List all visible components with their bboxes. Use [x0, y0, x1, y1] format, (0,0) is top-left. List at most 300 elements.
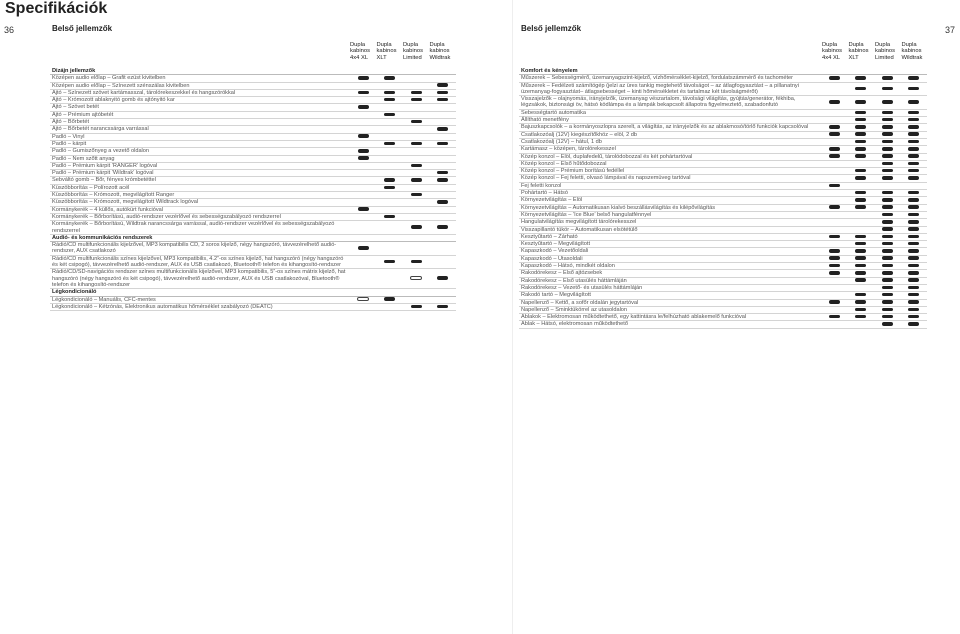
- availability-cell: [430, 162, 457, 169]
- feature-label: Rádió/CD multifunkcionális színes kijelzővel, MP3 kompatibilis, 4.2”-os színes kijelző, hat hangszóró (négy hangszóró és két csipogó), távvezérelhető audió-rendszer, AUX és USB csatlakozó, Bluetooth® telefon és kihangosító-rendszer: [50, 255, 350, 269]
- availability-cell: [848, 233, 875, 240]
- availability-cell: [901, 321, 928, 328]
- availability-cell: [901, 248, 928, 255]
- availability-cell: [403, 97, 430, 104]
- feature-label: Csatlakozóalj (12V) kiegészítőkhöz – elöl, 2 db: [519, 131, 821, 138]
- availability-cell: [821, 96, 848, 110]
- availability-cell: [403, 148, 430, 155]
- availability-cell: [377, 242, 404, 256]
- availability-cell: [874, 68, 901, 75]
- feature-label: Rádió/CD multifunkcionális kijelzővel, MP3 kompatibilis CD, 2 soros kijelző, négy hangszóró, távvezérelhető audió-rendszer, AUX csatlakozó: [50, 242, 350, 256]
- availability-cell: [430, 155, 457, 162]
- standard-marker-icon: [829, 271, 840, 275]
- availability-cell: [821, 131, 848, 138]
- availability-cell: [821, 75, 848, 82]
- column-header: Dupla kabinos Limited: [875, 42, 895, 61]
- availability-cell: [430, 255, 457, 269]
- standard-marker-icon: [908, 227, 919, 231]
- availability-cell: [848, 190, 875, 197]
- availability-cell: [430, 221, 457, 235]
- availability-cell: [848, 117, 875, 124]
- feature-label: Padló – Prémium kárpit ‘Wildtrak’ logóval: [50, 170, 350, 177]
- availability-cell: [430, 133, 457, 140]
- feature-label: Kartámasz – középen, tárolórekesszel: [519, 146, 821, 153]
- standard-marker-icon: [384, 91, 395, 95]
- standard-marker-icon: [437, 127, 448, 131]
- table-row: [519, 284, 927, 291]
- standard-marker-icon: [908, 111, 919, 115]
- feature-label: Ajtó – Bőrbetét: [50, 119, 350, 126]
- availability-cell: [350, 269, 377, 289]
- standard-marker-icon: [829, 256, 840, 260]
- availability-cell: [901, 263, 928, 270]
- standard-marker-icon: [384, 142, 395, 146]
- availability-cell: [874, 75, 901, 82]
- availability-cell: [848, 321, 875, 328]
- availability-cell: [848, 277, 875, 284]
- feature-label: Küszöbborítás – Krómozott, megvilágított Ranger: [50, 192, 350, 199]
- availability-cell: [821, 211, 848, 218]
- standard-marker-icon: [855, 235, 866, 239]
- table-row: [50, 126, 456, 133]
- standard-marker-icon: [411, 98, 422, 102]
- availability-cell: [848, 197, 875, 204]
- availability-cell: [430, 75, 457, 82]
- feature-label: Ajtó – Krómozott ablaknyitó gomb és ajtónyitó kar: [50, 97, 350, 104]
- availability-cell: [350, 133, 377, 140]
- availability-cell: [821, 299, 848, 306]
- standard-marker-icon: [358, 149, 369, 153]
- table-row: [519, 255, 927, 262]
- feature-label: Padló – Gumiszőnyeg a vezető oldalon: [50, 148, 350, 155]
- feature-label: Napellenző – Kettő, a sofőr oldalán jegytartóval: [519, 299, 821, 306]
- section-title-right: Belső jellemzők: [521, 24, 582, 33]
- availability-cell: [821, 270, 848, 277]
- availability-cell: [874, 109, 901, 116]
- standard-marker-icon: [855, 132, 866, 136]
- table-row: [50, 162, 456, 169]
- feature-label: Légkondicionáló – Manuális, CFC-mentes: [50, 296, 350, 303]
- availability-cell: [848, 306, 875, 313]
- standard-marker-icon: [908, 308, 919, 312]
- availability-cell: [377, 184, 404, 191]
- availability-cell: [821, 292, 848, 299]
- availability-cell: [821, 160, 848, 167]
- standard-marker-icon: [882, 169, 893, 173]
- availability-cell: [821, 117, 848, 124]
- standard-marker-icon: [908, 87, 919, 91]
- table-row: [50, 133, 456, 140]
- table-row: [519, 124, 927, 131]
- standard-marker-icon: [882, 242, 893, 246]
- standard-marker-icon: [908, 300, 919, 304]
- standard-marker-icon: [855, 125, 866, 129]
- page-number-right: 37: [945, 25, 956, 35]
- availability-cell: [874, 197, 901, 204]
- availability-cell: [350, 184, 377, 191]
- standard-marker-icon: [855, 191, 866, 195]
- standard-marker-icon: [855, 147, 866, 151]
- availability-cell: [901, 68, 928, 75]
- availability-cell: [821, 306, 848, 313]
- availability-cell: [821, 197, 848, 204]
- availability-cell: [350, 206, 377, 213]
- availability-cell: [848, 146, 875, 153]
- availability-cell: [821, 219, 848, 226]
- standard-marker-icon: [882, 205, 893, 209]
- column-header: Dupla kabinos Limited: [403, 42, 423, 61]
- availability-cell: [901, 226, 928, 233]
- availability-cell: [901, 82, 928, 96]
- availability-cell: [848, 75, 875, 82]
- feature-label: Légkondicionáló – Kétzónás, Elektronikus automatikus hőmérséklet szabályozó (DEATC): [50, 303, 350, 310]
- availability-cell: [874, 255, 901, 262]
- availability-cell: [821, 321, 848, 328]
- feature-label: Rakodó tartó – Megvilágított: [519, 292, 821, 299]
- standard-marker-icon: [908, 220, 919, 224]
- standard-marker-icon: [882, 162, 893, 166]
- availability-cell: [821, 109, 848, 116]
- standard-marker-icon: [882, 256, 893, 260]
- availability-cell: [848, 204, 875, 211]
- availability-cell: [403, 89, 430, 96]
- feature-label: Rádió/CD/SD-navigációs rendszer színes multifunkcionális kijelzővel, MP3 kompatibilis, 5”-os színes mátrix kijelző, hat hangszóró (négy hangszóró és két csipogó), távvezérelhető audió-rendszer, AUX és USB csatlakozóval, Bluetooth® telefon és kihangosító-rendszer: [50, 269, 350, 289]
- standard-marker-icon: [411, 91, 422, 95]
- category-label: Dizájn jellemzők: [50, 68, 350, 75]
- table-row: [519, 306, 927, 313]
- feature-label: Visszapillantó tükör – Automatikusan elsötétülő: [519, 226, 821, 233]
- standard-marker-icon: [882, 315, 893, 319]
- standard-marker-icon: [908, 235, 919, 239]
- availability-cell: [377, 177, 404, 184]
- availability-cell: [403, 269, 430, 289]
- standard-marker-icon: [908, 76, 919, 80]
- feature-label: Padló – kárpit: [50, 140, 350, 147]
- feature-label: Kapaszkodó – Hátsó, mindkét oldalon: [519, 263, 821, 270]
- feature-label: Környezetvilágítás – Automatikusan kialvó beszállásvilágítás és kilépővilágítás: [519, 204, 821, 211]
- availability-cell: [377, 303, 404, 310]
- feature-label: Kesztyűtartó – Megvilágított: [519, 241, 821, 248]
- feature-label: Műszerek – Sebességmérő, üzemanyagszint-kijelző, vízhőmérséklet-kijelző, fordulatszámmérő és tachométer: [519, 75, 821, 82]
- standard-marker-icon: [882, 198, 893, 202]
- availability-cell: [821, 182, 848, 189]
- availability-cell: [874, 138, 901, 145]
- availability-cell: [403, 133, 430, 140]
- availability-cell: [430, 184, 457, 191]
- availability-cell: [901, 277, 928, 284]
- standard-marker-icon: [855, 140, 866, 144]
- standard-marker-icon: [882, 111, 893, 115]
- feature-label: Kormánykerék – Bőrborítású, Wildtrak narancssárga varrással, audió-rendszer vezérlővel és sebességszabályozó rendszerrel: [50, 221, 350, 235]
- availability-cell: [874, 182, 901, 189]
- standard-marker-icon: [882, 213, 893, 217]
- table-row: [50, 177, 456, 184]
- standard-marker-icon: [437, 305, 448, 309]
- standard-marker-icon: [882, 87, 893, 91]
- standard-marker-icon: [882, 264, 893, 268]
- standard-marker-icon: [358, 246, 369, 250]
- availability-cell: [350, 192, 377, 199]
- standard-marker-icon: [882, 125, 893, 129]
- availability-cell: [901, 241, 928, 248]
- standard-marker-icon: [882, 322, 893, 326]
- availability-cell: [377, 296, 404, 303]
- availability-cell: [430, 199, 457, 206]
- availability-cell: [821, 314, 848, 321]
- availability-cell: [350, 170, 377, 177]
- standard-marker-icon: [882, 76, 893, 80]
- category-label: Komfort és kényelem: [519, 68, 821, 75]
- availability-cell: [377, 192, 404, 199]
- standard-marker-icon: [882, 132, 893, 136]
- feature-label: Rakodórekesz – Első utasülés háttámláján: [519, 277, 821, 284]
- standard-marker-icon: [882, 278, 893, 282]
- table-row: [50, 213, 456, 220]
- category-row: [519, 68, 927, 75]
- availability-cell: [430, 82, 457, 89]
- availability-cell: [821, 241, 848, 248]
- table-row: [519, 96, 927, 110]
- availability-cell: [901, 131, 928, 138]
- availability-cell: [874, 153, 901, 160]
- availability-cell: [874, 321, 901, 328]
- availability-cell: [430, 296, 457, 303]
- standard-marker-icon: [882, 271, 893, 275]
- standard-marker-icon: [855, 198, 866, 202]
- availability-cell: [874, 124, 901, 131]
- availability-cell: [848, 182, 875, 189]
- availability-cell: [350, 177, 377, 184]
- feature-label: Kapaszkodó – Vezetőoldali: [519, 248, 821, 255]
- availability-cell: [377, 213, 404, 220]
- availability-cell: [848, 226, 875, 233]
- standard-marker-icon: [829, 76, 840, 80]
- feature-label: Középen audio előlap – Színezett szénszálas kivitelben: [50, 82, 350, 89]
- availability-cell: [848, 153, 875, 160]
- standard-marker-icon: [358, 207, 369, 211]
- availability-cell: [350, 82, 377, 89]
- availability-cell: [430, 303, 457, 310]
- availability-cell: [874, 146, 901, 153]
- availability-cell: [848, 314, 875, 321]
- feature-label: Közép konzol – Fej feletti, olvasó lámpával és napszemüveg tartóval: [519, 175, 821, 182]
- availability-cell: [430, 97, 457, 104]
- availability-cell: [874, 175, 901, 182]
- table-row: [50, 296, 456, 303]
- column-header: Dupla kabinos Wildtrak: [429, 42, 451, 61]
- standard-marker-icon: [358, 91, 369, 95]
- standard-marker-icon: [384, 178, 395, 182]
- table-row: [50, 170, 456, 177]
- standard-marker-icon: [855, 300, 866, 304]
- availability-cell: [377, 269, 404, 289]
- availability-cell: [430, 242, 457, 256]
- table-row: [519, 314, 927, 321]
- standard-marker-icon: [908, 322, 919, 326]
- feature-label: Padló – Prémium kárpit ‘RANGER’ logóval: [50, 162, 350, 169]
- table-row: [519, 131, 927, 138]
- availability-cell: [403, 242, 430, 256]
- availability-cell: [821, 204, 848, 211]
- feature-label: Ajtó – Színezett szövet kartámasszal, tárolórekeszekkel és hangszórókkal: [50, 89, 350, 96]
- table-row: [50, 140, 456, 147]
- availability-cell: [874, 204, 901, 211]
- availability-cell: [377, 170, 404, 177]
- availability-cell: [874, 96, 901, 110]
- table-row: [519, 75, 927, 82]
- availability-cell: [848, 138, 875, 145]
- table-row: [50, 148, 456, 155]
- feature-label: Környezetvilágítás – ‘Ice Blue’ belső hangulatfénnyel: [519, 211, 821, 218]
- standard-marker-icon: [882, 140, 893, 144]
- availability-cell: [377, 255, 404, 269]
- page-divider: [512, 0, 513, 634]
- standard-marker-icon: [908, 278, 919, 282]
- table-row: [50, 104, 456, 111]
- availability-cell: [377, 133, 404, 140]
- availability-cell: [350, 162, 377, 169]
- availability-cell: [430, 177, 457, 184]
- availability-cell: [350, 111, 377, 118]
- feature-label: Kormánykerék – 4 küllős, autókürt funkcióval: [50, 206, 350, 213]
- availability-cell: [901, 96, 928, 110]
- feature-label: Középen audio előlap – Grafit ezüst kivitelben: [50, 75, 350, 82]
- availability-cell: [901, 284, 928, 291]
- standard-marker-icon: [908, 264, 919, 268]
- availability-cell: [821, 190, 848, 197]
- availability-cell: [848, 124, 875, 131]
- availability-cell: [901, 117, 928, 124]
- spec-table-right: [519, 68, 927, 329]
- table-row: [50, 255, 456, 269]
- availability-cell: [377, 75, 404, 82]
- feature-label: Műszerek – Fedélzeti számítógép (jelzi az üres tankig megtehető távolságot – az átlagfogyasztást – a pillanatnyi üzemanyag-fogyasztást– átlagsebességet – kinti hőmérsékletet és tartalmaz két távolságmérőt): [519, 82, 821, 96]
- standard-marker-icon: [829, 264, 840, 268]
- availability-cell: [403, 119, 430, 126]
- table-row: [50, 206, 456, 213]
- availability-cell: [874, 270, 901, 277]
- column-header: Dupla kabinos XLT: [848, 42, 869, 61]
- availability-cell: [403, 192, 430, 199]
- availability-cell: [874, 248, 901, 255]
- availability-cell: [403, 75, 430, 82]
- standard-marker-icon: [908, 256, 919, 260]
- feature-label: Ajtó – Prémium ajtóbetét: [50, 111, 350, 118]
- standard-marker-icon: [855, 87, 866, 91]
- standard-marker-icon: [908, 147, 919, 151]
- availability-cell: [430, 213, 457, 220]
- availability-cell: [350, 255, 377, 269]
- table-row: [519, 175, 927, 182]
- standard-marker-icon: [882, 249, 893, 253]
- availability-cell: [901, 146, 928, 153]
- standard-marker-icon: [882, 176, 893, 180]
- standard-marker-icon: [437, 276, 448, 280]
- availability-cell: [821, 138, 848, 145]
- availability-cell: [848, 96, 875, 110]
- standard-marker-icon: [855, 242, 866, 246]
- category-label: Audió- és kommunikációs rendszerek: [50, 234, 350, 241]
- standard-marker-icon: [829, 315, 840, 319]
- standard-marker-icon: [908, 293, 919, 297]
- standard-marker-icon: [908, 213, 919, 217]
- standard-marker-icon: [908, 191, 919, 195]
- standard-marker-icon: [908, 118, 919, 122]
- feature-label: Küszöbborítás – Polírozott acél: [50, 184, 350, 191]
- availability-cell: [403, 296, 430, 303]
- optional-marker-icon: [410, 276, 422, 281]
- availability-cell: [821, 175, 848, 182]
- availability-cell: [874, 226, 901, 233]
- availability-cell: [901, 211, 928, 218]
- table-row: [519, 190, 927, 197]
- table-row: [519, 226, 927, 233]
- standard-marker-icon: [855, 271, 866, 275]
- availability-cell: [874, 277, 901, 284]
- availability-cell: [377, 111, 404, 118]
- table-row: [519, 117, 927, 124]
- availability-cell: [874, 233, 901, 240]
- availability-cell: [350, 242, 377, 256]
- availability-cell: [874, 160, 901, 167]
- feature-label: Közép konzol – Prémium borítású fedéllel: [519, 168, 821, 175]
- standard-marker-icon: [855, 118, 866, 122]
- standard-marker-icon: [855, 100, 866, 104]
- availability-cell: [430, 89, 457, 96]
- availability-cell: [874, 284, 901, 291]
- availability-cell: [350, 221, 377, 235]
- table-row: [519, 204, 927, 211]
- feature-label: Sebességtartó automatika: [519, 109, 821, 116]
- standard-marker-icon: [411, 305, 422, 309]
- availability-cell: [848, 248, 875, 255]
- availability-cell: [821, 226, 848, 233]
- standard-marker-icon: [411, 193, 422, 197]
- standard-marker-icon: [908, 176, 919, 180]
- availability-cell: [821, 82, 848, 96]
- availability-cell: [821, 284, 848, 291]
- availability-cell: [377, 206, 404, 213]
- column-headers-right: [822, 42, 928, 61]
- availability-cell: [821, 124, 848, 131]
- standard-marker-icon: [411, 120, 422, 124]
- availability-cell: [350, 126, 377, 133]
- availability-cell: [403, 234, 430, 241]
- standard-marker-icon: [882, 286, 893, 290]
- availability-cell: [377, 68, 404, 75]
- table-row: [519, 168, 927, 175]
- standard-marker-icon: [855, 293, 866, 297]
- availability-cell: [430, 269, 457, 289]
- availability-cell: [901, 219, 928, 226]
- table-row: [519, 277, 927, 284]
- standard-marker-icon: [384, 76, 395, 80]
- standard-marker-icon: [437, 225, 448, 229]
- standard-marker-icon: [384, 98, 395, 102]
- table-row: [519, 146, 927, 153]
- column-header: Dupla kabinos 4x4 XL: [822, 42, 842, 61]
- availability-cell: [377, 89, 404, 96]
- availability-cell: [350, 289, 377, 296]
- standard-marker-icon: [411, 225, 422, 229]
- category-row: [50, 68, 456, 75]
- table-row: [519, 109, 927, 116]
- table-row: [50, 269, 456, 289]
- standard-marker-icon: [908, 198, 919, 202]
- availability-cell: [874, 117, 901, 124]
- availability-cell: [403, 303, 430, 310]
- availability-cell: [901, 197, 928, 204]
